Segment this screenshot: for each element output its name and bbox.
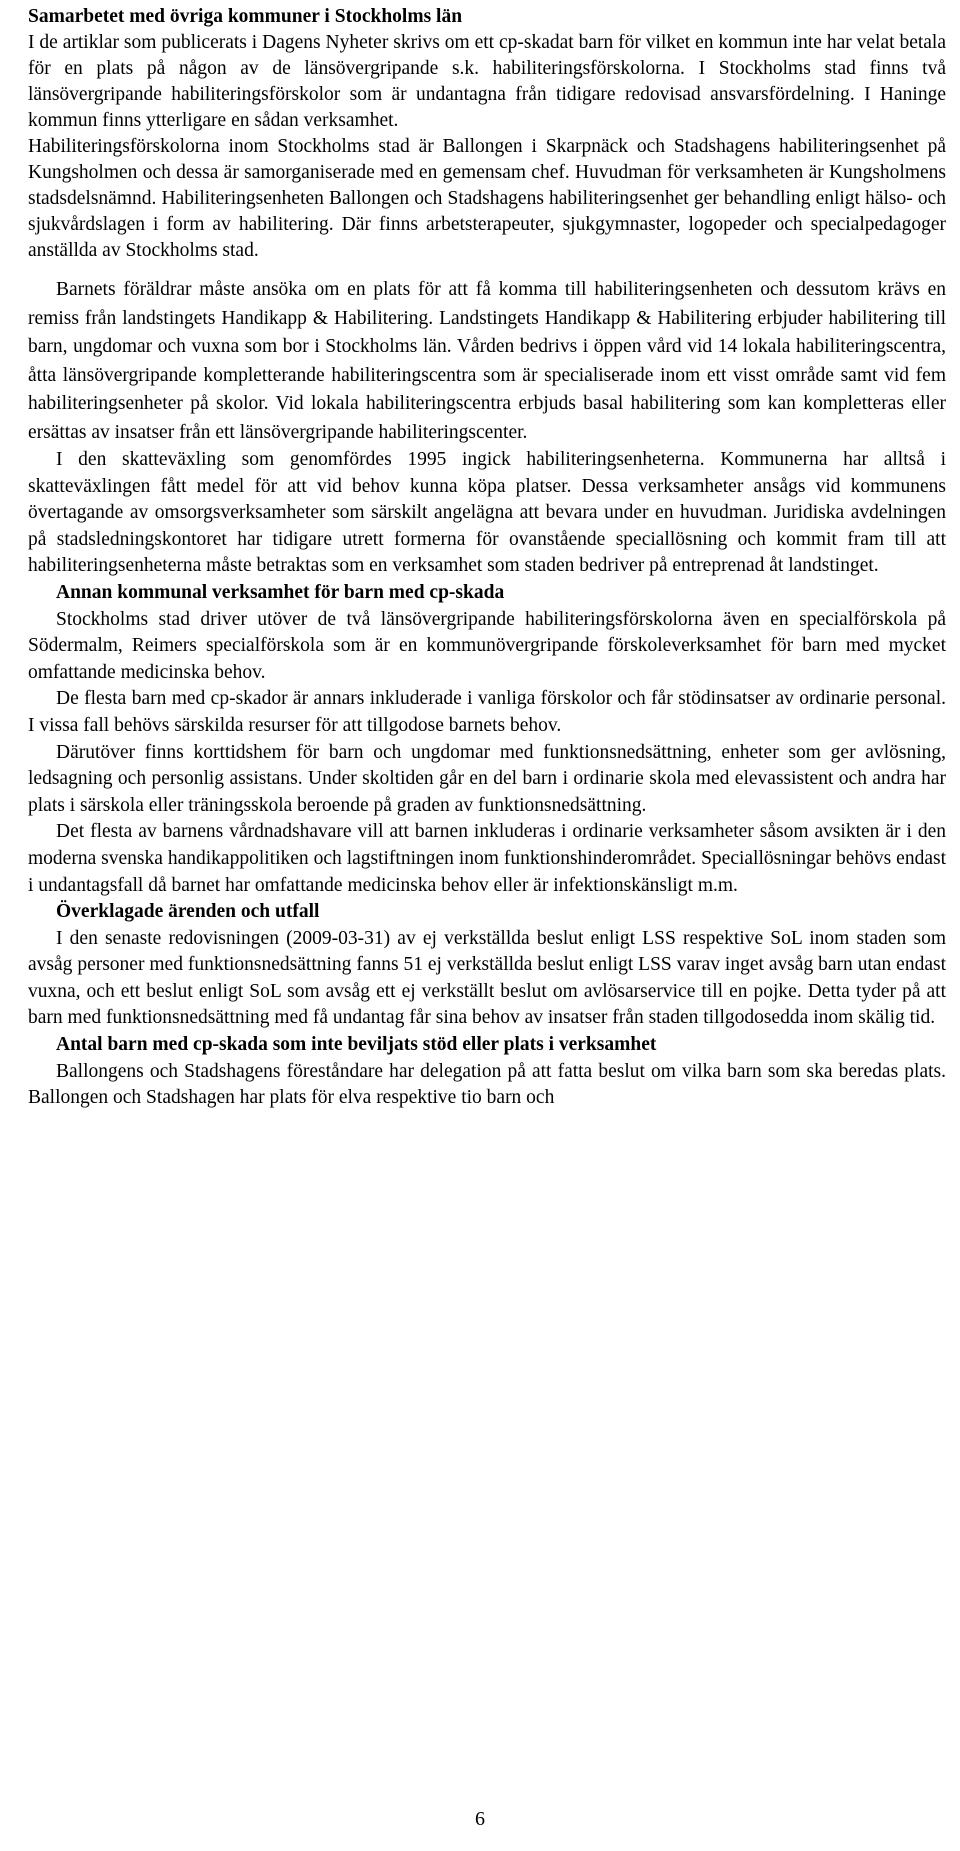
paragraph: Habiliteringsförskolorna inom Stockholms stad är Ballongen i Skarpnäck och Stadshagens habiliteringsenhet på Kungsholmen och dessa är samorganiserade med en gemensam chef. Huvudman för verksamheten är Kungsholmens stadsdelsnämnd. Habiliteringsenheten Ballongen och Stadshagens habiliteringsenhet ger behandling enligt hälso- och sjukvårdslagen i form av habilitering. Där finns arbetsterapeuter, sjukgymnaster, logopeder och specialpedagoger anställda av Stockholms stad. [28, 136, 946, 261]
paragraph: Stockholms stad driver utöver de två länsövergripande habiliteringsförskolorna även en specialförskola på Södermalm, Reimers specialförskola som är en kommunövergripande förskoleverksamhet för barn med mycket omfattande medicinska behov. [28, 608, 946, 683]
paragraph: Det flesta av barnens vårdnadshavare vill att barnen inkluderas i ordinarie verksamheter såsom avsikten är i den moderna svenska handikappolitiken och lagstiftningen inom funktionshinderområdet. Speciallösningar behövs endast i undantagsfall då barnet har omfattande medicinska behov eller är infektionskänsligt m.m. [28, 821, 946, 896]
paragraph: I de artiklar som publicerats i Dagens Nyheter skrivs om ett cp-skadat barn för vilket en kommun inte har velat betala för en plats på någon av de länsövergripande s.k. habiliteringsförskolorna. I Stockholms stad finns två länsövergripande habiliteringsförskolor som är undantagna från tidigare redovisad ansvarsfördelning. I Haninge kommun finns ytterligare en sådan verksamhet. [28, 32, 946, 131]
paragraph: I den senaste redovisningen (2009-03-31) av ej verkställda beslut enligt LSS respektive SoL inom staden som avsåg personer med funktionsnedsättning fanns 51 ej verkställda beslut enligt LSS varav inget avsåg barn utan endast vuxna, och ett beslut enligt SoL som avsåg ett ej verkställt beslut om avlösarservice till en pojke. Detta tyder på att barn med funktionsnedsättning med få undantag får sina behov av insatser från staden tillgodosedda inom skälig tid. [28, 927, 946, 1029]
section-collaboration [28, 4, 946, 264]
paragraph: De flesta barn med cp-skador är annars inkluderade i vanliga förskolor och får stödinsatser av ordinarie personal. I vissa fall behövs särskilda resurser för att tillgodose barnets behov. [28, 688, 946, 736]
paragraph: I den skatteväxling som genomfördes 1995 ingick habiliteringsenheterna. Kommunerna har alltså i skatteväxlingen fått medel för att vid behov kunna köpa platser. Dessa verksamheter ansågs vid kommunens övertagande av omsorgsverksamheter som särskilt angelägna att bevara under en huvudman. Juridiska avdelningen på stadsledningskontoret har tidigare utrett formerna för ovanstående speciallösning och kommit fram till att habiliteringsenheterna måste betraktas som en verksamhet som staden bedriver på entreprenad åt landstinget. [28, 449, 946, 577]
section-heading: Samarbetet med övriga kommuner i Stockholms län [28, 6, 463, 27]
section-referral [28, 276, 946, 447]
paragraph: Därutöver finns korttidshem för barn och ungdomar med funktionsnedsättning, enheter som ger avlösning, ledsagning och personlig assistans. Under skoltiden går en del barn i ordinarie skola med elevassistent och andra har plats i särskola eller träningsskola beroende på graden av funktionsnedsättning. [28, 741, 946, 816]
paragraph: Barnets föräldrar måste ansöka om en plats för att få komma till habiliteringsenheten och dessutom krävs en remiss från landstingets Handikapp & Habilitering. Landstingets Handikapp & Habilitering erbjuder habilitering till barn, ungdomar och vuxna som bor i Stockholms län. Vården bedrivs i öppen vård vid 14 lokala habiliteringscentra, åtta länsövergripande kompletterande habiliteringscentra som är specialiserade inom ett visst område samt vid fem habiliteringsenheter på skolor. Vid lokala habiliteringscentra erbjuds basal habilitering som kan kompletteras eller ersättas av insatser från ett länsövergripande habiliteringscenter. [28, 279, 946, 443]
section-heading: Antal barn med cp-skada som inte beviljats stöd eller plats i verksamhet [56, 1034, 657, 1056]
page-number: 6 [475, 1808, 485, 1830]
section-heading: Överklagade ärenden och utfall [56, 901, 320, 923]
section-heading: Annan kommunal verksamhet för barn med cp-skada [56, 581, 505, 603]
paragraph: Ballongens och Stadshagens föreståndare har delegation på att fatta beslut om vilka barn som ska beredas plats. Ballongen och Stadshagen har plats för elva respektive tio barn och [28, 1060, 946, 1109]
section-tax-exchange [28, 447, 946, 1112]
